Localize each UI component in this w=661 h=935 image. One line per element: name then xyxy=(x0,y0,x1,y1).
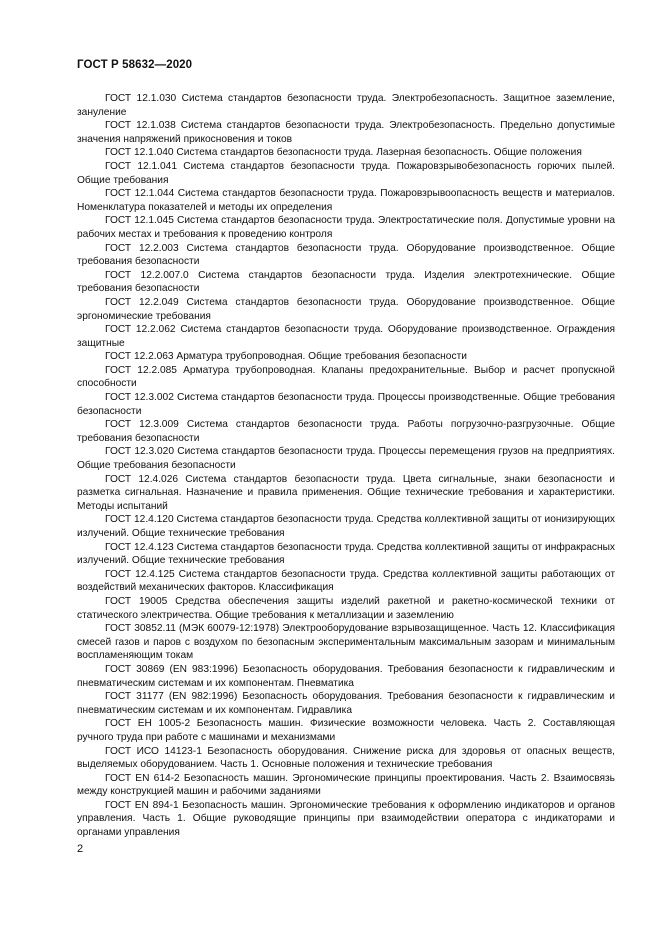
normative-references-list xyxy=(77,92,615,840)
reference-entry: ГОСТ 12.4.123 Система стандартов безопасности труда. Средства коллективной защиты от инфракрасных излучений. Общие технические требования xyxy=(77,541,615,567)
reference-entry: ГОСТ 12.2.062 Система стандартов безопасности труда. Оборудование производственное. Ограждения защитные xyxy=(77,324,615,349)
reference-entry: ГОСТ 19005 Средства обеспечения защиты изделий ракетной и ракетно-космической техники от статического электричества. Общие требования к металлизации и заземлению xyxy=(77,595,615,621)
reference-entry: ГОСТ EN 614-2 Безопасность машин. Эргономические принципы проектирования. Часть 2. Взаимосвязь между конструкцией машин и рабочими заданиями xyxy=(77,772,615,798)
reference-entry: ГОСТ 12.3.002 Система стандартов безопасности труда. Процессы производственные. Общие требования безопасности xyxy=(77,392,615,417)
reference-entry: ГОСТ 12.1.045 Система стандартов безопасности труда. Электростатические поля. Допустимые уровни на рабочих местах и требования к проведению контроля xyxy=(77,215,615,240)
reference-entry: ГОСТ 12.1.038 Система стандартов безопасности труда. Электробезопасность. Предельно допустимые значения напряжений прикосновения и токов xyxy=(77,120,615,145)
reference-entry: ГОСТ ИСО 14123-1 Безопасность оборудования. Снижение риска для здоровья от опасных веществ, выделяемых оборудованием. Часть 1. Основные положения и технические требования xyxy=(77,745,615,771)
reference-entry: ГОСТ 12.1.041 Система стандартов безопасности труда. Пожаровзрывобезопасность горючих пылей. Общие требования xyxy=(77,160,615,186)
reference-entry: ГОСТ 12.2.049 Система стандартов безопасности труда. Оборудование производственное. Общие эргономические требования xyxy=(77,296,615,322)
reference-entry: ГОСТ 12.1.030 Система стандартов безопасности труда. Электробезопасность. Защитное заземление, зануление xyxy=(77,93,615,118)
reference-entry: ГОСТ 12.4.125 Система стандартов безопасности труда. Средства коллективной защиты работающих от воздействий механических факторов. Классификация xyxy=(77,568,615,594)
document-code-header: ГОСТ Р 58632—2020 xyxy=(77,59,193,71)
reference-entry: ГОСТ 12.1.040 Система стандартов безопасности труда. Лазерная безопасность. Общие положения xyxy=(105,147,582,159)
reference-entry: ГОСТ 12.2.085 Арматура трубопроводная. Клапаны предохранительные. Выбор и расчет пропускной способности xyxy=(77,364,615,390)
reference-entry: ГОСТ 12.3.009 Система стандартов безопасности труда. Работы погрузочно-разгрузочные. Общие требования безопасности xyxy=(77,419,615,444)
reference-entry: ГОСТ EN 894-1 Безопасность машин. Эргономические требования к оформлению индикаторов и органов управления. Часть 1. Общие руководящие принципы при взаимодействии оператора с индикаторами и органами управления xyxy=(77,799,615,839)
reference-entry: ГОСТ 12.2.063 Арматура трубопроводная. Общие требования безопасности xyxy=(105,351,467,363)
reference-entry: ГОСТ 30869 (EN 983:1996) Безопасность оборудования. Требования безопасности к гидравлическим и пневматическим системам и их компонентам. Пневматика xyxy=(77,663,615,689)
reference-entry: ГОСТ 12.4.120 Система стандартов безопасности труда. Средства коллективной защиты от ионизирующих излучений. Общие технические требования xyxy=(77,514,615,539)
reference-entry: ГОСТ 12.2.003 Система стандартов безопасности труда. Оборудование производственное. Общие требования безопасности xyxy=(77,242,615,268)
reference-entry: ГОСТ 12.3.020 Система стандартов безопасности труда. Процессы перемещения грузов на предприятиях. Общие требования безопасности xyxy=(77,446,615,472)
reference-entry: ГОСТ 30852.11 (МЭК 60079-12:1978) Электрооборудование взрывозащищенное. Часть 12. Классификация смесей газов и паров с воздухом по безопасным экспериментальным максимальным зазорам и минимальным воспламеняющим токам xyxy=(77,623,615,662)
reference-entry: ГОСТ 12.1.044 Система стандартов безопасности труда. Пожаровзрывоопасность веществ и материалов. Номенклатура показателей и методы их определения xyxy=(77,188,615,213)
reference-entry: ГОСТ 12.4.026 Система стандартов безопасности труда. Цвета сигнальные, знаки безопасности и разметка сигнальная. Назначение и правила применения. Общие технические требования и характеристики. Методы испытаний xyxy=(77,473,615,512)
page-number: 2 xyxy=(77,843,84,855)
reference-entry: ГОСТ ЕН 1005-2 Безопасность машин. Физические возможности человека. Часть 2. Составляющая ручного труда при работе с машинами и механизмами xyxy=(77,718,615,743)
reference-entry: ГОСТ 12.2.007.0 Система стандартов безопасности труда. Изделия электротехнические. Общие требования безопасности xyxy=(77,269,615,295)
reference-entry: ГОСТ 31177 (EN 982:1996) Безопасность оборудования. Требования безопасности к гидравлическим и пневматическим системам и их компонентам. Гидравлика xyxy=(77,691,615,716)
